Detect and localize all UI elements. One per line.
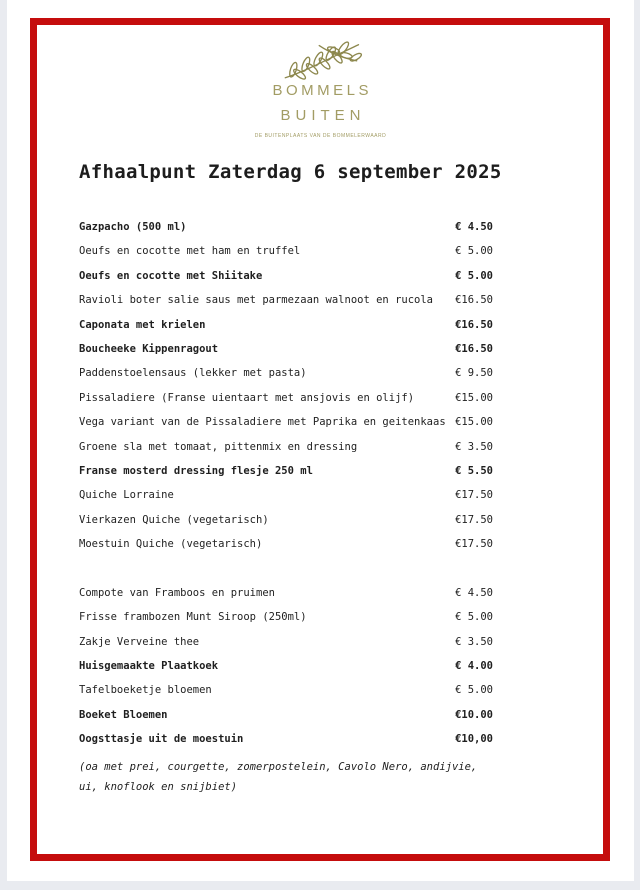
menu-item-name: Tafelboeketje bloemen: [79, 684, 212, 697]
menu-item-price: €10.00: [455, 708, 493, 721]
menu-item-name: Oeufs en cocotte met Shiitake: [79, 269, 263, 282]
menu-item-name: Boucheeke Kippenragout: [79, 342, 219, 355]
menu-item-row: [79, 435, 493, 459]
menu-item-price: €16.50: [455, 342, 493, 355]
menu-item-name: Moestuin Quiche (vegetarisch): [79, 538, 263, 551]
menu-item-price: € 5.00: [455, 611, 493, 624]
menu-item-row: [79, 264, 493, 288]
menu-item-row: [79, 532, 493, 556]
menu-item-name: Huisgemaakte Plaatkoek: [79, 660, 219, 673]
menu-item-row: [79, 703, 493, 727]
menu-item-row: [79, 581, 493, 605]
menu-item-row: [79, 410, 493, 434]
menu-item-name: Boeket Bloemen: [79, 708, 168, 721]
menu-item-row: [79, 239, 493, 263]
menu-item-price: € 9.50: [455, 367, 493, 380]
menu-page: [7, 0, 634, 881]
menu-item-price: € 5.00: [455, 269, 493, 282]
menu-item-name: Oeufs en cocotte met ham en truffel: [79, 245, 301, 258]
olive-branch-icon: [278, 34, 364, 84]
menu-item-row: [79, 313, 493, 337]
menu-item-price: €17.50: [455, 538, 493, 551]
menu-item-price: € 4.50: [455, 586, 493, 599]
menu-item-name: Vierkazen Quiche (vegetarisch): [79, 513, 269, 526]
brand-tagline: DE BUITENPLAATS VAN DE BOMMELERWAARD: [254, 133, 387, 139]
menu-item-row: [79, 654, 493, 678]
menu-item-price: € 5.00: [455, 245, 493, 258]
menu-item-name: Paddenstoelensaus (lekker met pasta): [79, 367, 307, 380]
menu-item-row: [79, 678, 493, 702]
menu-item-row: [79, 508, 493, 532]
menu-item-price: € 3.50: [455, 440, 493, 453]
menu-item-row: [79, 288, 493, 312]
menu-item-row: [79, 727, 493, 751]
menu-item-row: [79, 605, 493, 629]
menu-item-price: €15.00: [455, 391, 493, 404]
menu-item-name: Ravioli boter salie saus met parmezaan walnoot en rucola: [79, 294, 434, 307]
menu-item-row: [79, 459, 493, 483]
logo-block: [7, 34, 634, 139]
menu-item-price: € 3.50: [455, 635, 493, 648]
menu-item-name: Vega variant van de Pissaladiere met Paprika en geitenkaas: [79, 416, 446, 429]
menu-item-name: Compote van Framboos en pruimen: [79, 586, 275, 599]
menu-item-price: €16.50: [455, 318, 493, 331]
menu-item-price: € 5.00: [455, 684, 493, 697]
menu-item-price: €17.50: [455, 489, 493, 502]
menu-item-row: [79, 361, 493, 385]
brand-name-line2: BUITEN: [280, 107, 366, 124]
menu-item-price: € 4.50: [455, 221, 493, 233]
menu-item-name: Groene sla met tomaat, pittenmix en dressing: [79, 440, 358, 453]
menu-item-price: € 4.00: [455, 660, 493, 673]
menu-item-name: Zakje Verveine thee: [79, 635, 200, 648]
menu-item-name: Caponata met krielen: [79, 318, 206, 331]
menu-item-name: Quiche Lorraine: [79, 489, 174, 502]
menu-item-price: €17.50: [455, 513, 493, 526]
menu-list: [79, 215, 493, 797]
menu-item-name: Gazpacho (500 ml): [79, 221, 187, 233]
menu-item-price: €15.00: [455, 416, 493, 429]
menu-item-row: [79, 483, 493, 507]
menu-item-row: [79, 630, 493, 654]
menu-item-name: Oogsttasje uit de moestuin: [79, 733, 244, 746]
page-title: Afhaalpunt Zaterdag 6 september 2025: [79, 161, 502, 183]
menu-item-name: Franse mosterd dressing flesje 250 ml: [79, 464, 313, 477]
menu-item-name: Pissaladiere (Franse uientaart met ansjovis en olijf): [79, 391, 415, 404]
menu-item-name: Frisse frambozen Munt Siroop (250ml): [79, 611, 307, 624]
menu-item-row: [79, 386, 493, 410]
menu-item-price: €16.50: [455, 294, 493, 307]
menu-item-price: €10,00: [455, 733, 493, 746]
brand-name-line1: BOMMELS: [272, 82, 372, 99]
menu-item-row: [79, 215, 493, 239]
menu-footnote: (oa met prei, courgette, zomerpostelein, Cavolo Nero, andijvie, ui, knoflook en snijbiet): [79, 760, 478, 793]
menu-item-row: [79, 337, 493, 361]
menu-item-price: € 5.50: [455, 464, 493, 477]
